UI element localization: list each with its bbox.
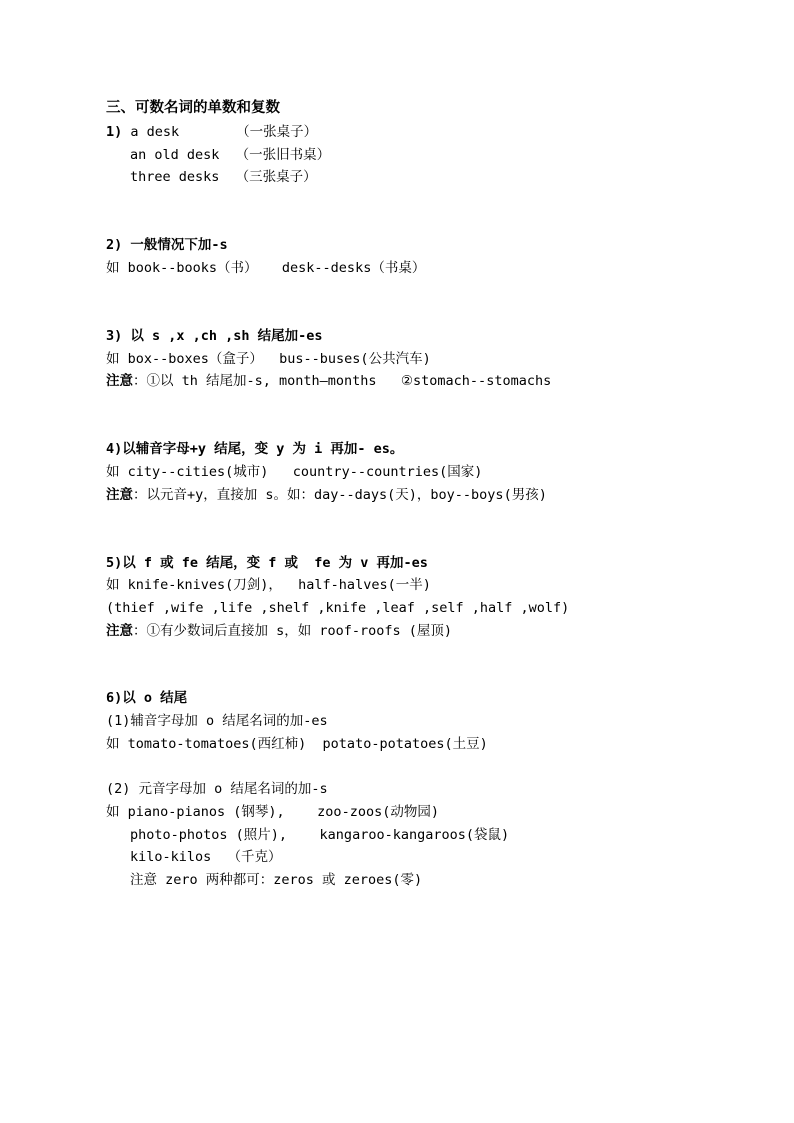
s3-note-label: 注意	[106, 373, 133, 389]
s4-note	[106, 486, 547, 504]
s5-example: 如 knife-knives(刀剑)， half-halves(一半)	[106, 577, 431, 593]
s6-example-5: 注意 zero 两种都可：zeros 或 zeroes(零)	[130, 872, 423, 888]
s2-example: 如 book--books（书） desk--desks（书桌）	[106, 260, 426, 276]
s1-line-1	[106, 123, 317, 141]
s6-heading: 6)以 o 结尾	[106, 690, 188, 706]
s3-heading: 3) 以 s ,x ,ch ,sh 结尾加-es	[106, 328, 323, 344]
s1-example-2: an old desk （一张旧书桌）	[130, 147, 331, 163]
s5-heading: 5)以 f 或 fe 结尾，变 f 或 fe 为 v 再加-es	[106, 555, 428, 571]
s5-note-label: 注意	[106, 623, 133, 639]
s1-example-1: a desk （一张桌子）	[130, 124, 318, 140]
s6-subheading-2: (2) 元音字母加 o 结尾名词的加-s	[106, 781, 328, 797]
s5-note-text: ：①有少数词后直接加 s，如 roof-roofs (屋顶)	[133, 623, 453, 639]
s4-note-text: ：以元音+y，直接加 s。如：day--days(天)，boy--boys(男孩)	[133, 487, 547, 503]
s1-number: 1)	[106, 124, 123, 140]
s4-note-label: 注意	[106, 487, 133, 503]
s4-example: 如 city--cities(城市) country--countries(国家)	[106, 464, 483, 480]
s6-example-4: kilo-kilos （千克）	[130, 849, 282, 865]
s6-example-3: photo-photos (照片), kangaroo-kangaroos(袋鼠)	[130, 827, 510, 843]
s1-example-3: three desks （三张桌子）	[130, 169, 317, 185]
s3-note-text: ：①以 th 结尾加-s, month—months ②stomach--stomachs	[133, 373, 552, 389]
s6-example-1: 如 tomato-tomatoes(西红柿) potato-potatoes(土豆)	[106, 736, 488, 752]
s4-heading: 4)以辅音字母+y 结尾，变 y 为 i 再加- es。	[106, 441, 404, 457]
s6-subheading-1: (1)辅音字母加 o 结尾名词的加-es	[106, 713, 328, 729]
s5-note	[106, 622, 452, 640]
section-title: 三、可数名词的单数和复数	[106, 100, 280, 116]
s5-word-list: (thief ,wife ,life ,shelf ,knife ,leaf ,self ,half ,wolf)	[106, 600, 570, 616]
s6-example-2: 如 piano-pianos (钢琴), zoo-zoos(动物园)	[106, 804, 439, 820]
s3-note	[106, 372, 551, 390]
s2-heading: 2) 一般情况下加-s	[106, 237, 228, 253]
s3-example: 如 box--boxes（盒子） bus--buses(公共汽车)	[106, 351, 431, 367]
